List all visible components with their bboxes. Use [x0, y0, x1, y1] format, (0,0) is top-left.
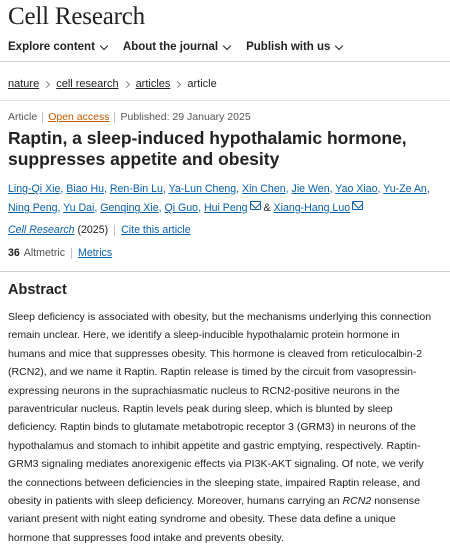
article-title: Raptin, a sleep-induced hypothalamic hormone, suppresses appetite and obesity — [8, 128, 407, 169]
nav-publish-with-us[interactable] — [246, 41, 342, 53]
author-link[interactable]: Xiang-Hang Luo — [273, 202, 351, 214]
author-ampersand: & — [263, 202, 271, 214]
nav-about-journal[interactable] — [123, 41, 230, 53]
author-link[interactable]: Yu Dai — [63, 202, 95, 214]
header-divider — [0, 61, 450, 62]
mail-icon[interactable] — [352, 201, 363, 210]
author-link[interactable]: Qi Guo — [164, 202, 199, 214]
author-link[interactable]: Jie Wen — [291, 183, 330, 195]
author-link[interactable]: Ren-Bin Lu — [109, 183, 163, 195]
journal-name-link[interactable]: Cell Research — [8, 224, 75, 236]
author-link[interactable]: Yu-Ze An — [383, 183, 427, 195]
author-link[interactable]: Ya-Lun Cheng — [168, 183, 237, 195]
meta-separator — [114, 112, 115, 123]
altmetric-label: Altmetric — [23, 247, 65, 259]
article-meta — [8, 111, 251, 123]
meta-separator — [42, 112, 43, 123]
gene-name: RCN2 — [342, 495, 372, 508]
chevron-right-icon — [174, 80, 181, 87]
journal-logo[interactable]: Cell Research — [8, 3, 145, 30]
breadcrumb — [8, 78, 217, 90]
chevron-down-icon — [335, 41, 343, 49]
author-link[interactable]: Ning Peng — [8, 202, 58, 214]
journal-year: (2025) — [77, 224, 109, 236]
chevron-right-icon — [123, 80, 130, 87]
author-link[interactable]: Hui Peng — [203, 202, 248, 214]
article-type: Article — [8, 111, 38, 123]
author-link[interactable]: Xin Chen — [242, 183, 286, 195]
altmetric-value: 36 — [8, 247, 20, 259]
abstract-heading: Abstract — [8, 282, 67, 298]
author-link[interactable]: Genqing Xie — [100, 202, 159, 214]
nav-label: Explore content — [8, 41, 95, 53]
chevron-down-icon — [223, 41, 231, 49]
breadcrumb-articles[interactable]: articles — [135, 78, 171, 90]
abstract-text-part: nonsense variant present with night eating syndrome and obesity. These data define a unique hormone that suppresses food intake and prevents obesity. — [8, 495, 420, 544]
abstract-text — [8, 308, 440, 547]
top-navigation — [8, 41, 358, 53]
author-link[interactable]: Ling-Qi Xie — [8, 183, 61, 195]
citation-line — [8, 224, 191, 236]
author-link[interactable]: Yao Xiao — [335, 183, 378, 195]
cite-this-article-link[interactable]: Cite this article — [121, 224, 191, 236]
author-list: Ling-Qi Xie, Biao Hu, Ren-Bin Lu, Ya-Lun Cheng, Xin Chen, Jie Wen, Yao Xiao, Yu-Ze An, Ning Peng, Yu Dai, Genqing Xie, Qi Guo, Hui Peng & Xiang-Hang Luo — [8, 183, 430, 214]
citation-separator — [114, 225, 115, 236]
mail-icon[interactable] — [250, 201, 261, 210]
nav-explore-content[interactable] — [8, 41, 107, 53]
metrics-separator — [71, 248, 72, 259]
chevron-down-icon — [100, 41, 108, 49]
published-date: Published: 29 January 2025 — [120, 111, 251, 123]
author-link[interactable]: Biao Hu — [66, 183, 104, 195]
nav-label: Publish with us — [246, 41, 331, 53]
abstract-divider — [0, 271, 450, 272]
metrics-link[interactable]: Metrics — [78, 247, 113, 259]
breadcrumb-current: article — [187, 78, 217, 90]
nav-label: About the journal — [122, 41, 219, 53]
breadcrumb-nature[interactable]: nature — [8, 78, 40, 90]
chevron-right-icon — [43, 80, 50, 87]
article-metrics — [8, 247, 112, 259]
open-access-link[interactable]: Open access — [48, 111, 110, 123]
abstract-text-part: Sleep deficiency is associated with obesity, but the mechanisms underlying this connection remain unclear. Here, we identify a sleep-inducible hypothalamic protein hormone in humans and mice that suppresses obesity. This hormone is cleaved from reticulocalbin-2 (RCN2), and we name it Raptin. Raptin release is timed by the circuit from vasopressin-expressing neurons in the suprachiasmatic nucleus to RCN2-positive neurons in the paraventricular nucleus. Raptin levels peak during sleep, which is blunted by sleep deficiency. Raptin binds to glutamate metabotropic receptor 3 (GRM3) in neurons of the hypothalamus and stomach to inhibit appetite and gastric emptying, respectively. Raptin-GRM3 signaling mediates anorexigenic effects via PI3K-AKT signaling. Of note, we verify the connections between deficiencies in the sleeping state, impaired Raptin release, and obesity in patients with sleep deficiency. Moreover, humans carrying an — [8, 311, 432, 508]
breadcrumb-cell-research[interactable]: cell research — [56, 78, 119, 90]
breadcrumb-divider — [0, 100, 450, 101]
